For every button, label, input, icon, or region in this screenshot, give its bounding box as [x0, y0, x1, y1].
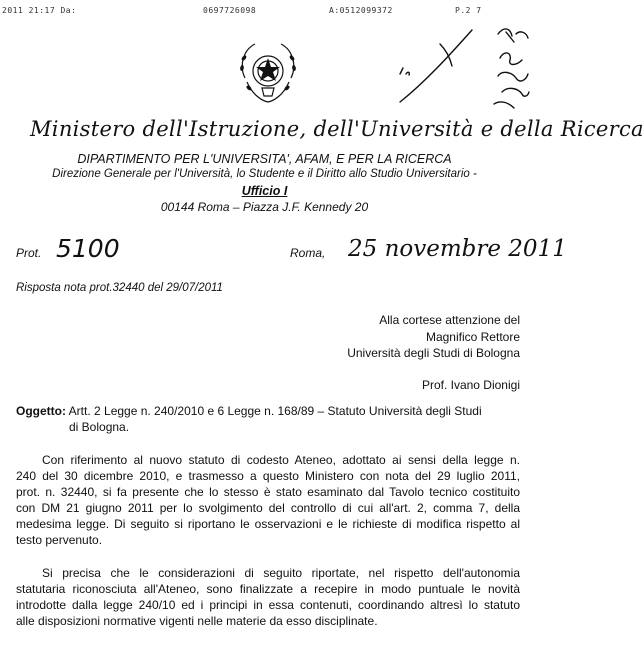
subject-line-1: Artt. 2 Legge n. 240/2010 e 6 Legge n. 168/89 – Statuto Università degli Studi: [68, 404, 482, 418]
paragraph-line: prot. n. 32440, si fa presente che lo stesso è stato esaminato dal Tavolo tecnico costituito: [16, 485, 520, 499]
ministry-heading: Ministero dell'Istruzione, dell'Università e della Ricerca: [30, 117, 644, 141]
handwritten-date: 25 novembre 2011: [348, 236, 567, 262]
body-paragraph-1: [16, 452, 520, 548]
paragraph-line: con DM 21 giugno 2011 per lo svolgimento del controllo di cui all'art. 2, comma 7, della: [16, 501, 520, 515]
fax-header-page: P.2 7: [455, 6, 482, 15]
paragraph-line: alle disposizioni normative vigenti nelle materie da esso disciplinate.: [16, 614, 378, 628]
office-name: Ufficio I: [241, 184, 288, 198]
paragraph-line: testo pervenuto.: [16, 533, 103, 547]
paragraph-line: 240 del 30 dicembre 2010, e trasmesso a questo Ministero con nota del 29 luglio 2011,: [16, 469, 520, 483]
fax-header-right: A:0512099372: [329, 6, 393, 15]
handwritten-annotation-icon: [380, 22, 529, 114]
paragraph-line: Con riferimento al nuovo statuto di codesto Ateneo, adottato ai sensi della legge n.: [42, 453, 520, 467]
place-label: Roma,: [290, 246, 326, 260]
paragraph-line: Si precisa che le considerazioni di seguito riportate, nel rispetto dell'autonomia: [42, 566, 520, 580]
fax-header-center: 0697726098: [203, 6, 257, 15]
paragraph-line: introdotte dalla legge 240/10 ed i principi in essa contenuti, coordinando altresì lo statuto: [16, 598, 520, 612]
recipient-line-2: Magnifico Rettore: [425, 330, 520, 344]
office-address: 00144 Roma – Piazza J.F. Kennedy 20: [160, 200, 369, 214]
recipient-line-1: Alla cortese attenzione del: [379, 313, 520, 327]
department-line-1: DIPARTIMENTO PER L'UNIVERSITA', AFAM, E PER LA RICERCA: [77, 152, 452, 166]
protocol-number: 5100: [56, 234, 120, 263]
subject-block: [16, 403, 516, 434]
fax-header-left: 2011 21:17 Da:: [2, 6, 77, 15]
paragraph-line: statutaria riconosciuta all'Ateneo, sono finalizzate a recepire in modo puntuale le novità: [16, 582, 520, 596]
paragraph-line: medesima legge. Di seguito si riportano le osservazioni e le richieste di modifica rispetto al: [16, 517, 520, 531]
protocol-label: Prot.: [16, 246, 42, 260]
department-line-2: Direzione Generale per l'Università, lo Studente e il Diritto allo Studio Universitario -: [52, 168, 477, 180]
body-paragraph-2: [16, 565, 520, 629]
subject-line-2: di Bologna.: [69, 420, 130, 434]
subject-label: Oggetto:: [16, 404, 66, 418]
reply-reference: Risposta nota prot.32440 del 29/07/2011: [16, 282, 223, 294]
recipient-line-3: Università degli Studi di Bologna: [347, 346, 520, 360]
recipient-name: Prof. Ivano Dionigi: [421, 378, 520, 392]
republic-emblem-icon: [237, 38, 299, 106]
